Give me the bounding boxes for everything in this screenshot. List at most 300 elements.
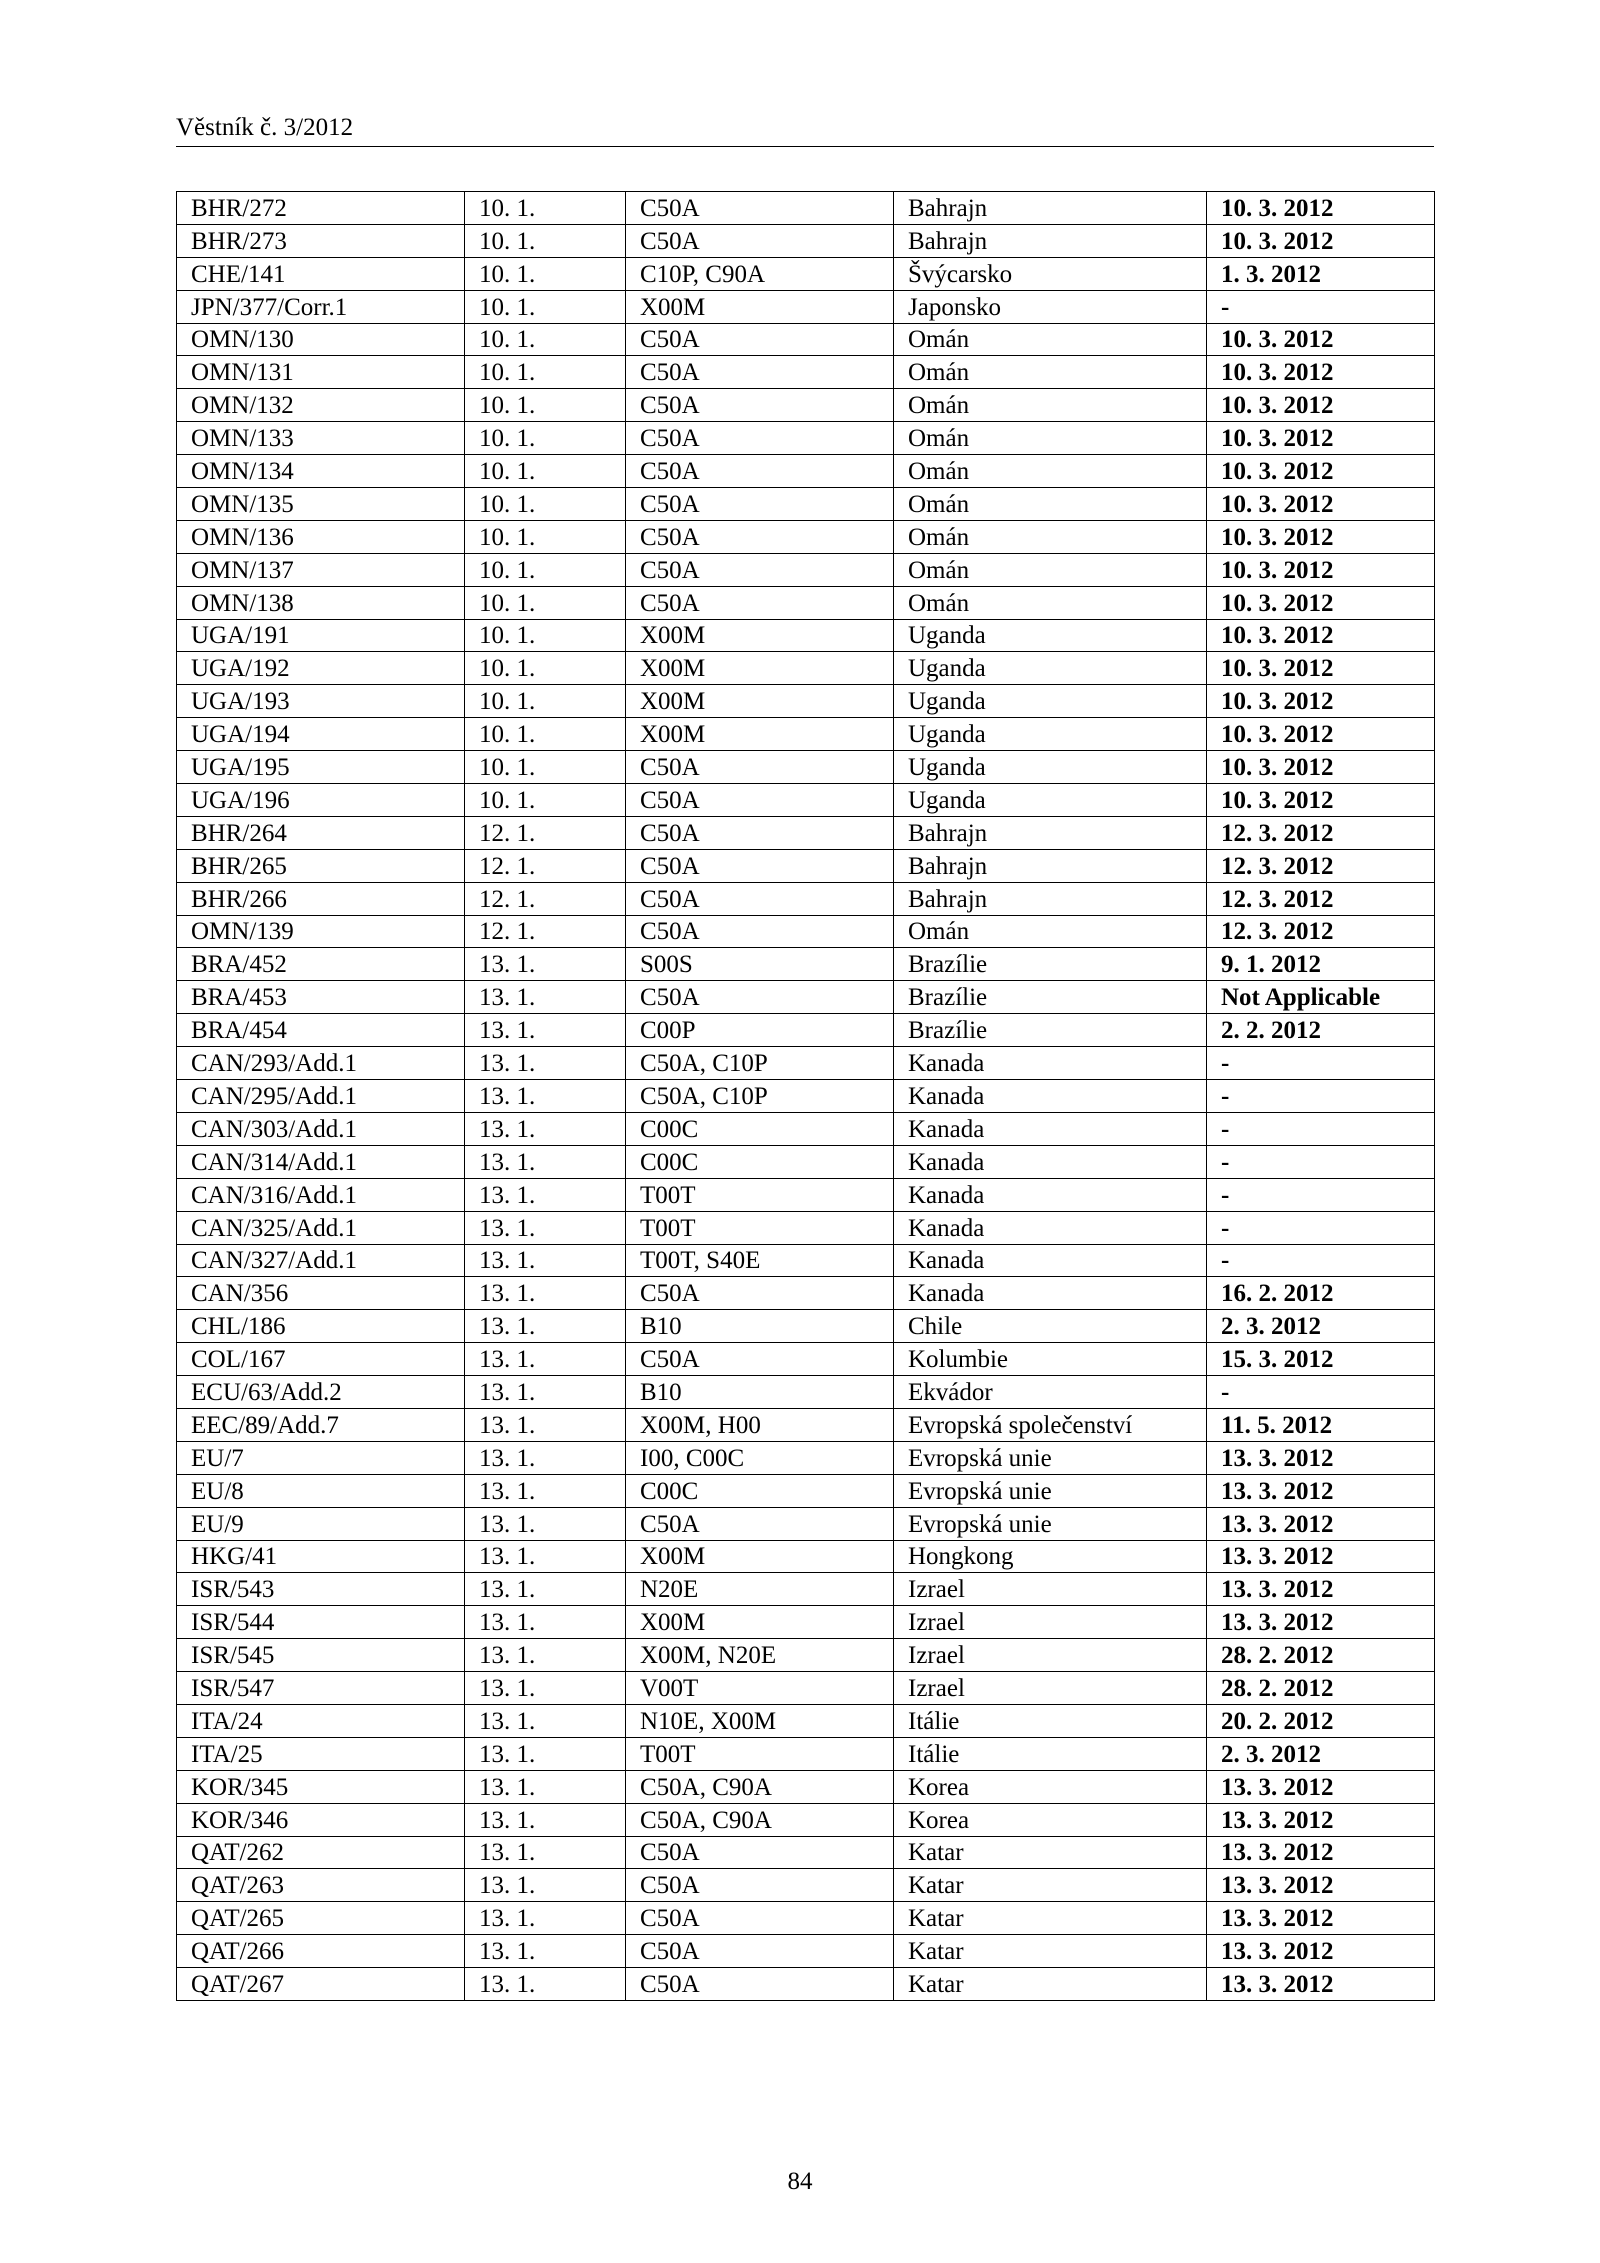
ics-code-cell: X00M — [626, 685, 894, 718]
date-received-cell: 13. 1. — [465, 1441, 626, 1474]
country-cell: Uganda — [894, 718, 1207, 751]
table-row — [177, 816, 1435, 849]
deadline-cell: 10. 3. 2012 — [1207, 389, 1435, 422]
country-cell: Izrael — [894, 1672, 1207, 1705]
ics-code-cell: C50A, C90A — [626, 1803, 894, 1836]
deadline-cell: 13. 3. 2012 — [1207, 1836, 1435, 1869]
country-cell: Bahrajn — [894, 882, 1207, 915]
notification-code-cell: ISR/544 — [177, 1606, 465, 1639]
country-cell: Omán — [894, 422, 1207, 455]
notification-code-cell: ITA/24 — [177, 1704, 465, 1737]
deadline-cell: 10. 3. 2012 — [1207, 586, 1435, 619]
deadline-cell: 10. 3. 2012 — [1207, 619, 1435, 652]
country-cell: Izrael — [894, 1573, 1207, 1606]
date-received-cell: 10. 1. — [465, 257, 626, 290]
ics-code-cell: C50A — [626, 356, 894, 389]
country-cell: Omán — [894, 323, 1207, 356]
deadline-cell: 15. 3. 2012 — [1207, 1343, 1435, 1376]
date-received-cell: 13. 1. — [465, 1935, 626, 1968]
country-cell: Brazílie — [894, 981, 1207, 1014]
table-row — [177, 1408, 1435, 1441]
notification-code-cell: CHL/186 — [177, 1310, 465, 1343]
country-cell: Kanada — [894, 1277, 1207, 1310]
notification-code-cell: UGA/196 — [177, 784, 465, 817]
date-received-cell: 10. 1. — [465, 389, 626, 422]
date-received-cell: 13. 1. — [465, 1343, 626, 1376]
deadline-cell: 12. 3. 2012 — [1207, 849, 1435, 882]
table-row — [177, 356, 1435, 389]
table-row — [177, 1770, 1435, 1803]
table-row — [177, 290, 1435, 323]
country-cell: Itálie — [894, 1737, 1207, 1770]
table-row — [177, 1441, 1435, 1474]
country-cell: Kanada — [894, 1047, 1207, 1080]
deadline-cell: 1. 3. 2012 — [1207, 257, 1435, 290]
country-cell: Omán — [894, 553, 1207, 586]
deadline-cell: 13. 3. 2012 — [1207, 1606, 1435, 1639]
table-row — [177, 323, 1435, 356]
ics-code-cell: C50A — [626, 1935, 894, 1968]
notification-code-cell: CAN/303/Add.1 — [177, 1112, 465, 1145]
notification-code-cell: UGA/195 — [177, 751, 465, 784]
ics-code-cell: C50A — [626, 389, 894, 422]
notification-code-cell: QAT/265 — [177, 1902, 465, 1935]
notification-code-cell: ISR/543 — [177, 1573, 465, 1606]
ics-code-cell: C50A, C90A — [626, 1770, 894, 1803]
table-row — [177, 784, 1435, 817]
table-row — [177, 718, 1435, 751]
country-cell: Korea — [894, 1770, 1207, 1803]
ics-code-cell: C50A — [626, 1343, 894, 1376]
notification-code-cell: UGA/194 — [177, 718, 465, 751]
country-cell: Katar — [894, 1836, 1207, 1869]
date-received-cell: 13. 1. — [465, 1211, 626, 1244]
notification-code-cell: OMN/131 — [177, 356, 465, 389]
ics-code-cell: X00M — [626, 652, 894, 685]
country-cell: Evropská unie — [894, 1507, 1207, 1540]
country-cell: Kanada — [894, 1112, 1207, 1145]
date-received-cell: 13. 1. — [465, 1836, 626, 1869]
ics-code-cell: X00M — [626, 1606, 894, 1639]
date-received-cell: 13. 1. — [465, 1244, 626, 1277]
notification-code-cell: JPN/377/Corr.1 — [177, 290, 465, 323]
date-received-cell: 10. 1. — [465, 586, 626, 619]
ics-code-cell: C50A — [626, 192, 894, 225]
table-row — [177, 1968, 1435, 2001]
country-cell: Omán — [894, 389, 1207, 422]
notification-code-cell: BRA/454 — [177, 1014, 465, 1047]
date-received-cell: 13. 1. — [465, 1507, 626, 1540]
date-received-cell: 10. 1. — [465, 619, 626, 652]
notification-code-cell: CAN/295/Add.1 — [177, 1080, 465, 1113]
deadline-cell: 9. 1. 2012 — [1207, 948, 1435, 981]
date-received-cell: 13. 1. — [465, 1540, 626, 1573]
table-row — [177, 1178, 1435, 1211]
table-row — [177, 915, 1435, 948]
ics-code-cell: C50A — [626, 751, 894, 784]
country-cell: Izrael — [894, 1639, 1207, 1672]
country-cell: Katar — [894, 1935, 1207, 1968]
table-row — [177, 751, 1435, 784]
date-received-cell: 13. 1. — [465, 1770, 626, 1803]
date-received-cell: 13. 1. — [465, 1178, 626, 1211]
table-row — [177, 1507, 1435, 1540]
country-cell: Evropská společenství — [894, 1408, 1207, 1441]
notification-code-cell: QAT/267 — [177, 1968, 465, 2001]
table-row — [177, 619, 1435, 652]
ics-code-cell: C50A — [626, 1869, 894, 1902]
table-row — [177, 1869, 1435, 1902]
deadline-cell: 13. 3. 2012 — [1207, 1540, 1435, 1573]
ics-code-cell: C50A — [626, 224, 894, 257]
notification-code-cell: OMN/132 — [177, 389, 465, 422]
deadline-cell: 13. 3. 2012 — [1207, 1869, 1435, 1902]
table-row — [177, 849, 1435, 882]
country-cell: Uganda — [894, 685, 1207, 718]
notification-code-cell: BHR/266 — [177, 882, 465, 915]
ics-code-cell: C50A — [626, 488, 894, 521]
table-row — [177, 586, 1435, 619]
notification-code-cell: ECU/63/Add.2 — [177, 1376, 465, 1409]
ics-code-cell: C50A — [626, 882, 894, 915]
table-row — [177, 882, 1435, 915]
date-received-cell: 12. 1. — [465, 915, 626, 948]
ics-code-cell: C50A — [626, 981, 894, 1014]
notification-code-cell: OMN/139 — [177, 915, 465, 948]
ics-code-cell: C50A — [626, 553, 894, 586]
date-received-cell: 12. 1. — [465, 816, 626, 849]
deadline-cell: - — [1207, 1244, 1435, 1277]
notification-code-cell: BRA/453 — [177, 981, 465, 1014]
date-received-cell: 13. 1. — [465, 1606, 626, 1639]
date-received-cell: 10. 1. — [465, 422, 626, 455]
ics-code-cell: C10P, C90A — [626, 257, 894, 290]
country-cell: Omán — [894, 356, 1207, 389]
date-received-cell: 13. 1. — [465, 981, 626, 1014]
ics-code-cell: T00T, S40E — [626, 1244, 894, 1277]
notification-code-cell: KOR/345 — [177, 1770, 465, 1803]
date-received-cell: 10. 1. — [465, 685, 626, 718]
notification-code-cell: QAT/262 — [177, 1836, 465, 1869]
ics-code-cell: C00P — [626, 1014, 894, 1047]
table-row — [177, 1672, 1435, 1705]
date-received-cell: 13. 1. — [465, 1639, 626, 1672]
notification-table — [176, 191, 1435, 2001]
ics-code-cell: I00, C00C — [626, 1441, 894, 1474]
notification-code-cell: BHR/272 — [177, 192, 465, 225]
deadline-cell: - — [1207, 1178, 1435, 1211]
country-cell: Brazílie — [894, 948, 1207, 981]
date-received-cell: 13. 1. — [465, 1014, 626, 1047]
table-row — [177, 1836, 1435, 1869]
notification-code-cell: HKG/41 — [177, 1540, 465, 1573]
ics-code-cell: C50A — [626, 1968, 894, 2001]
notification-code-cell: BRA/452 — [177, 948, 465, 981]
ics-code-cell: X00M, H00 — [626, 1408, 894, 1441]
country-cell: Japonsko — [894, 290, 1207, 323]
ics-code-cell: C50A — [626, 323, 894, 356]
notification-code-cell: BHR/273 — [177, 224, 465, 257]
deadline-cell: 13. 3. 2012 — [1207, 1803, 1435, 1836]
notification-code-cell: CAN/314/Add.1 — [177, 1145, 465, 1178]
date-received-cell: 13. 1. — [465, 1047, 626, 1080]
table-row — [177, 389, 1435, 422]
notification-code-cell: CAN/325/Add.1 — [177, 1211, 465, 1244]
table-row — [177, 1080, 1435, 1113]
deadline-cell: 13. 3. 2012 — [1207, 1770, 1435, 1803]
country-cell: Omán — [894, 520, 1207, 553]
date-received-cell: 13. 1. — [465, 1376, 626, 1409]
notification-table-body — [177, 192, 1435, 2001]
deadline-cell: - — [1207, 1211, 1435, 1244]
date-received-cell: 13. 1. — [465, 948, 626, 981]
table-row — [177, 1244, 1435, 1277]
deadline-cell: 13. 3. 2012 — [1207, 1441, 1435, 1474]
country-cell: Švýcarsko — [894, 257, 1207, 290]
deadline-cell: - — [1207, 1376, 1435, 1409]
ics-code-cell: B10 — [626, 1376, 894, 1409]
country-cell: Omán — [894, 586, 1207, 619]
table-row — [177, 1310, 1435, 1343]
table-row — [177, 520, 1435, 553]
notification-code-cell: BHR/264 — [177, 816, 465, 849]
ics-code-cell: C00C — [626, 1145, 894, 1178]
ics-code-cell: C50A — [626, 1902, 894, 1935]
country-cell: Katar — [894, 1902, 1207, 1935]
notification-code-cell: OMN/130 — [177, 323, 465, 356]
ics-code-cell: C50A — [626, 1507, 894, 1540]
date-received-cell: 10. 1. — [465, 718, 626, 751]
table-row — [177, 1047, 1435, 1080]
table-row — [177, 652, 1435, 685]
ics-code-cell: X00M — [626, 1540, 894, 1573]
ics-code-cell: C00C — [626, 1112, 894, 1145]
date-received-cell: 10. 1. — [465, 290, 626, 323]
table-row — [177, 1474, 1435, 1507]
country-cell: Katar — [894, 1869, 1207, 1902]
table-row — [177, 257, 1435, 290]
notification-code-cell: OMN/138 — [177, 586, 465, 619]
deadline-cell: - — [1207, 1080, 1435, 1113]
ics-code-cell: C00C — [626, 1474, 894, 1507]
table-row — [177, 1343, 1435, 1376]
deadline-cell: Not Applicable — [1207, 981, 1435, 1014]
deadline-cell: - — [1207, 290, 1435, 323]
ics-code-cell: C50A — [626, 1277, 894, 1310]
deadline-cell: 13. 3. 2012 — [1207, 1507, 1435, 1540]
date-received-cell: 13. 1. — [465, 1803, 626, 1836]
deadline-cell: 11. 5. 2012 — [1207, 1408, 1435, 1441]
date-received-cell: 12. 1. — [465, 882, 626, 915]
country-cell: Uganda — [894, 652, 1207, 685]
notification-code-cell: ITA/25 — [177, 1737, 465, 1770]
country-cell: Izrael — [894, 1606, 1207, 1639]
deadline-cell: 20. 2. 2012 — [1207, 1704, 1435, 1737]
deadline-cell: - — [1207, 1145, 1435, 1178]
deadline-cell: 12. 3. 2012 — [1207, 816, 1435, 849]
table-row — [177, 224, 1435, 257]
deadline-cell: 12. 3. 2012 — [1207, 915, 1435, 948]
notification-code-cell: OMN/134 — [177, 455, 465, 488]
notification-code-cell: CAN/316/Add.1 — [177, 1178, 465, 1211]
date-received-cell: 13. 1. — [465, 1902, 626, 1935]
country-cell: Omán — [894, 488, 1207, 521]
table-row — [177, 1803, 1435, 1836]
ics-code-cell: T00T — [626, 1211, 894, 1244]
page-header-title: Věstník č. 3/2012 — [176, 114, 354, 141]
notification-code-cell: OMN/135 — [177, 488, 465, 521]
notification-code-cell: QAT/266 — [177, 1935, 465, 1968]
table-row — [177, 948, 1435, 981]
date-received-cell: 13. 1. — [465, 1573, 626, 1606]
date-received-cell: 12. 1. — [465, 849, 626, 882]
deadline-cell: 10. 3. 2012 — [1207, 422, 1435, 455]
ics-code-cell: X00M — [626, 290, 894, 323]
page-number: 84 — [787, 2168, 813, 2195]
ics-code-cell: T00T — [626, 1178, 894, 1211]
notification-code-cell: UGA/192 — [177, 652, 465, 685]
ics-code-cell: C50A — [626, 849, 894, 882]
deadline-cell: 10. 3. 2012 — [1207, 718, 1435, 751]
table-row — [177, 1606, 1435, 1639]
country-cell: Kanada — [894, 1080, 1207, 1113]
country-cell: Bahrajn — [894, 816, 1207, 849]
notification-code-cell: CAN/327/Add.1 — [177, 1244, 465, 1277]
table-row — [177, 1277, 1435, 1310]
table-row — [177, 422, 1435, 455]
deadline-cell: 10. 3. 2012 — [1207, 192, 1435, 225]
table-row — [177, 488, 1435, 521]
notification-code-cell: CAN/293/Add.1 — [177, 1047, 465, 1080]
notification-code-cell: EU/9 — [177, 1507, 465, 1540]
date-received-cell: 13. 1. — [465, 1145, 626, 1178]
deadline-cell: 13. 3. 2012 — [1207, 1902, 1435, 1935]
ics-code-cell: V00T — [626, 1672, 894, 1705]
country-cell: Kanada — [894, 1178, 1207, 1211]
table-row — [177, 685, 1435, 718]
country-cell: Itálie — [894, 1704, 1207, 1737]
table-row — [177, 981, 1435, 1014]
notification-code-cell: UGA/191 — [177, 619, 465, 652]
date-received-cell: 13. 1. — [465, 1672, 626, 1705]
country-cell: Bahrajn — [894, 849, 1207, 882]
date-received-cell: 10. 1. — [465, 553, 626, 586]
table-row — [177, 192, 1435, 225]
table-row — [177, 1639, 1435, 1672]
date-received-cell: 13. 1. — [465, 1080, 626, 1113]
notification-code-cell: CAN/356 — [177, 1277, 465, 1310]
table-row — [177, 1902, 1435, 1935]
deadline-cell: 28. 2. 2012 — [1207, 1672, 1435, 1705]
country-cell: Hongkong — [894, 1540, 1207, 1573]
country-cell: Uganda — [894, 619, 1207, 652]
date-received-cell: 13. 1. — [465, 1277, 626, 1310]
notification-code-cell: QAT/263 — [177, 1869, 465, 1902]
country-cell: Omán — [894, 915, 1207, 948]
deadline-cell: 10. 3. 2012 — [1207, 751, 1435, 784]
deadline-cell: 10. 3. 2012 — [1207, 323, 1435, 356]
country-cell: Chile — [894, 1310, 1207, 1343]
deadline-cell: 13. 3. 2012 — [1207, 1968, 1435, 2001]
table-row — [177, 1573, 1435, 1606]
country-cell: Kolumbie — [894, 1343, 1207, 1376]
notification-code-cell: BHR/265 — [177, 849, 465, 882]
country-cell: Evropská unie — [894, 1441, 1207, 1474]
ics-code-cell: N10E, X00M — [626, 1704, 894, 1737]
table-row — [177, 1935, 1435, 1968]
deadline-cell: 10. 3. 2012 — [1207, 553, 1435, 586]
ics-code-cell: X00M — [626, 718, 894, 751]
ics-code-cell: C50A, C10P — [626, 1047, 894, 1080]
deadline-cell: - — [1207, 1047, 1435, 1080]
country-cell: Uganda — [894, 751, 1207, 784]
country-cell: Omán — [894, 455, 1207, 488]
table-row — [177, 1704, 1435, 1737]
ics-code-cell: T00T — [626, 1737, 894, 1770]
ics-code-cell: C50A — [626, 816, 894, 849]
deadline-cell: 10. 3. 2012 — [1207, 520, 1435, 553]
date-received-cell: 13. 1. — [465, 1310, 626, 1343]
date-received-cell: 10. 1. — [465, 520, 626, 553]
country-cell: Evropská unie — [894, 1474, 1207, 1507]
ics-code-cell: C50A — [626, 520, 894, 553]
table-row — [177, 455, 1435, 488]
ics-code-cell: X00M — [626, 619, 894, 652]
table-row — [177, 553, 1435, 586]
date-received-cell: 10. 1. — [465, 356, 626, 389]
notification-code-cell: OMN/137 — [177, 553, 465, 586]
date-received-cell: 13. 1. — [465, 1112, 626, 1145]
date-received-cell: 10. 1. — [465, 652, 626, 685]
date-received-cell: 13. 1. — [465, 1968, 626, 2001]
ics-code-cell: S00S — [626, 948, 894, 981]
table-row — [177, 1737, 1435, 1770]
country-cell: Ekvádor — [894, 1376, 1207, 1409]
notification-code-cell: EEC/89/Add.7 — [177, 1408, 465, 1441]
ics-code-cell: B10 — [626, 1310, 894, 1343]
date-received-cell: 13. 1. — [465, 1737, 626, 1770]
country-cell: Brazílie — [894, 1014, 1207, 1047]
date-received-cell: 10. 1. — [465, 488, 626, 521]
deadline-cell: 13. 3. 2012 — [1207, 1573, 1435, 1606]
deadline-cell: 10. 3. 2012 — [1207, 356, 1435, 389]
country-cell: Korea — [894, 1803, 1207, 1836]
notification-code-cell: CHE/141 — [177, 257, 465, 290]
deadline-cell: 16. 2. 2012 — [1207, 1277, 1435, 1310]
deadline-cell: 13. 3. 2012 — [1207, 1935, 1435, 1968]
country-cell: Uganda — [894, 784, 1207, 817]
date-received-cell: 13. 1. — [465, 1408, 626, 1441]
deadline-cell: 13. 3. 2012 — [1207, 1474, 1435, 1507]
ics-code-cell: C50A, C10P — [626, 1080, 894, 1113]
notification-code-cell: COL/167 — [177, 1343, 465, 1376]
table-row — [177, 1211, 1435, 1244]
date-received-cell: 10. 1. — [465, 751, 626, 784]
ics-code-cell: C50A — [626, 586, 894, 619]
notification-code-cell: ISR/545 — [177, 1639, 465, 1672]
date-received-cell: 10. 1. — [465, 192, 626, 225]
deadline-cell: 2. 3. 2012 — [1207, 1310, 1435, 1343]
date-received-cell: 13. 1. — [465, 1869, 626, 1902]
country-cell: Kanada — [894, 1145, 1207, 1178]
notification-code-cell: OMN/133 — [177, 422, 465, 455]
deadline-cell: 2. 3. 2012 — [1207, 1737, 1435, 1770]
table-row — [177, 1014, 1435, 1047]
date-received-cell: 10. 1. — [465, 455, 626, 488]
deadline-cell: 10. 3. 2012 — [1207, 685, 1435, 718]
date-received-cell: 13. 1. — [465, 1704, 626, 1737]
deadline-cell: 10. 3. 2012 — [1207, 488, 1435, 521]
